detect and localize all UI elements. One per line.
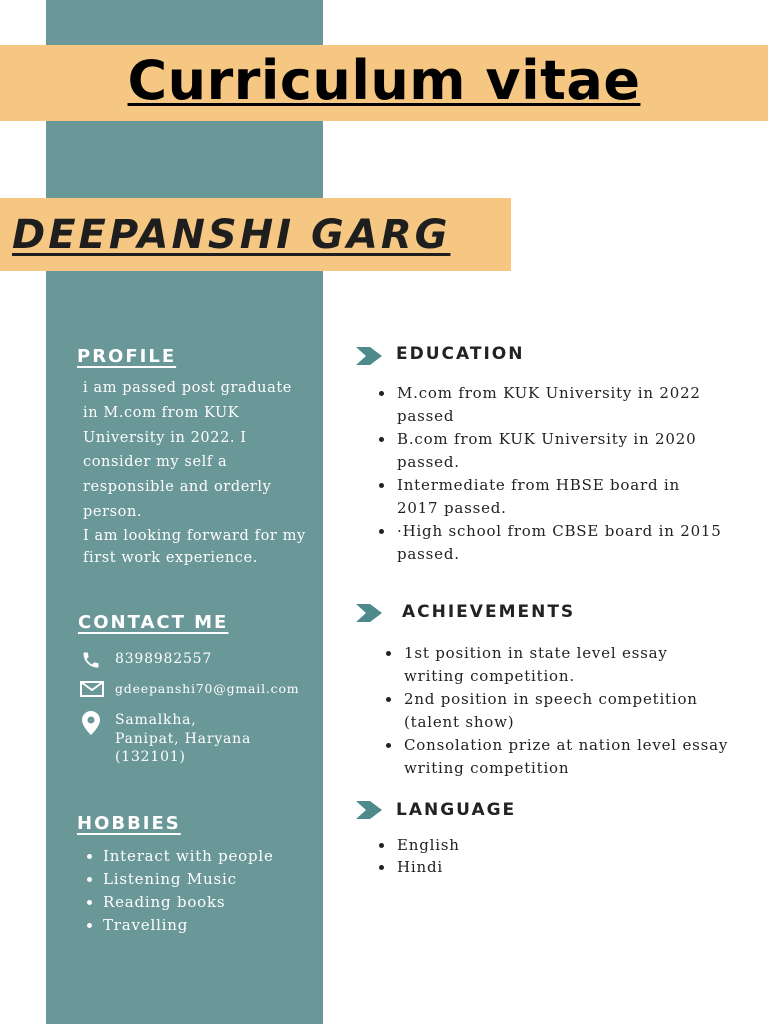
profile-text [83, 376, 308, 569]
hobbies-list [85, 845, 274, 937]
profile-paragraph-1: i am passed post graduate in M.com from KUK University in 2022. I consider my self a responsible and orderly person. [83, 380, 292, 520]
contact-email [80, 681, 300, 703]
list-item: • M.com from KUK University in 2022 passed [395, 382, 725, 428]
list-item: • English [395, 834, 695, 856]
list-item: • Hindi [395, 856, 695, 878]
list-item: • Reading books [103, 891, 274, 914]
chevron-right-icon [356, 604, 382, 622]
address-text [115, 711, 251, 767]
achievements-heading: ACHIEVEMENTS [402, 602, 576, 622]
list-item: • Travelling [103, 914, 274, 937]
list-item: • ·High school from CBSE board in 2015 passed. [395, 520, 725, 566]
list-item: • Intermediate from HBSE board in 2017 passed. [395, 474, 725, 520]
achievements-list [384, 642, 732, 780]
education-list [377, 382, 725, 566]
list-item: • Consolation prize at nation level essay writing competition [402, 734, 732, 780]
mail-icon [80, 681, 104, 703]
address-line-1: Samalkha, [115, 712, 197, 728]
candidate-name: DEEPANSHI GARG [12, 212, 451, 258]
profile-heading: PROFILE [77, 346, 177, 367]
profile-paragraph-2: I am looking forward for my first work experience. [83, 527, 306, 566]
phone-number: 8398982557 [115, 651, 213, 667]
chevron-right-icon [356, 801, 382, 819]
phone-icon [80, 650, 104, 672]
list-item: • 2nd position in speech competition (talent show) [402, 688, 732, 734]
list-item: • B.com from KUK University in 2020 passed. [395, 428, 725, 474]
hobbies-heading: HOBBIES [77, 813, 181, 834]
education-heading: EDUCATION [396, 344, 525, 364]
chevron-right-icon [356, 347, 382, 365]
email-address[interactable]: gdeepanshi70@gmail.com [115, 681, 300, 696]
contact-heading: CONTACT ME [78, 612, 229, 633]
language-list [377, 834, 695, 878]
page-title: Curriculum vitae [127, 49, 641, 112]
location-pin-icon [82, 711, 106, 733]
language-heading: LANGUAGE [396, 800, 517, 820]
address-line-3: (132101) [115, 749, 186, 765]
contact-address [80, 711, 252, 765]
address-line-2: Panipat, Haryana [115, 730, 252, 747]
list-item: • Interact with people [103, 845, 274, 868]
list-item: • 1st position in state level essay writing competition. [402, 642, 732, 688]
contact-phone [80, 650, 213, 672]
list-item: • Listening Music [103, 868, 274, 891]
